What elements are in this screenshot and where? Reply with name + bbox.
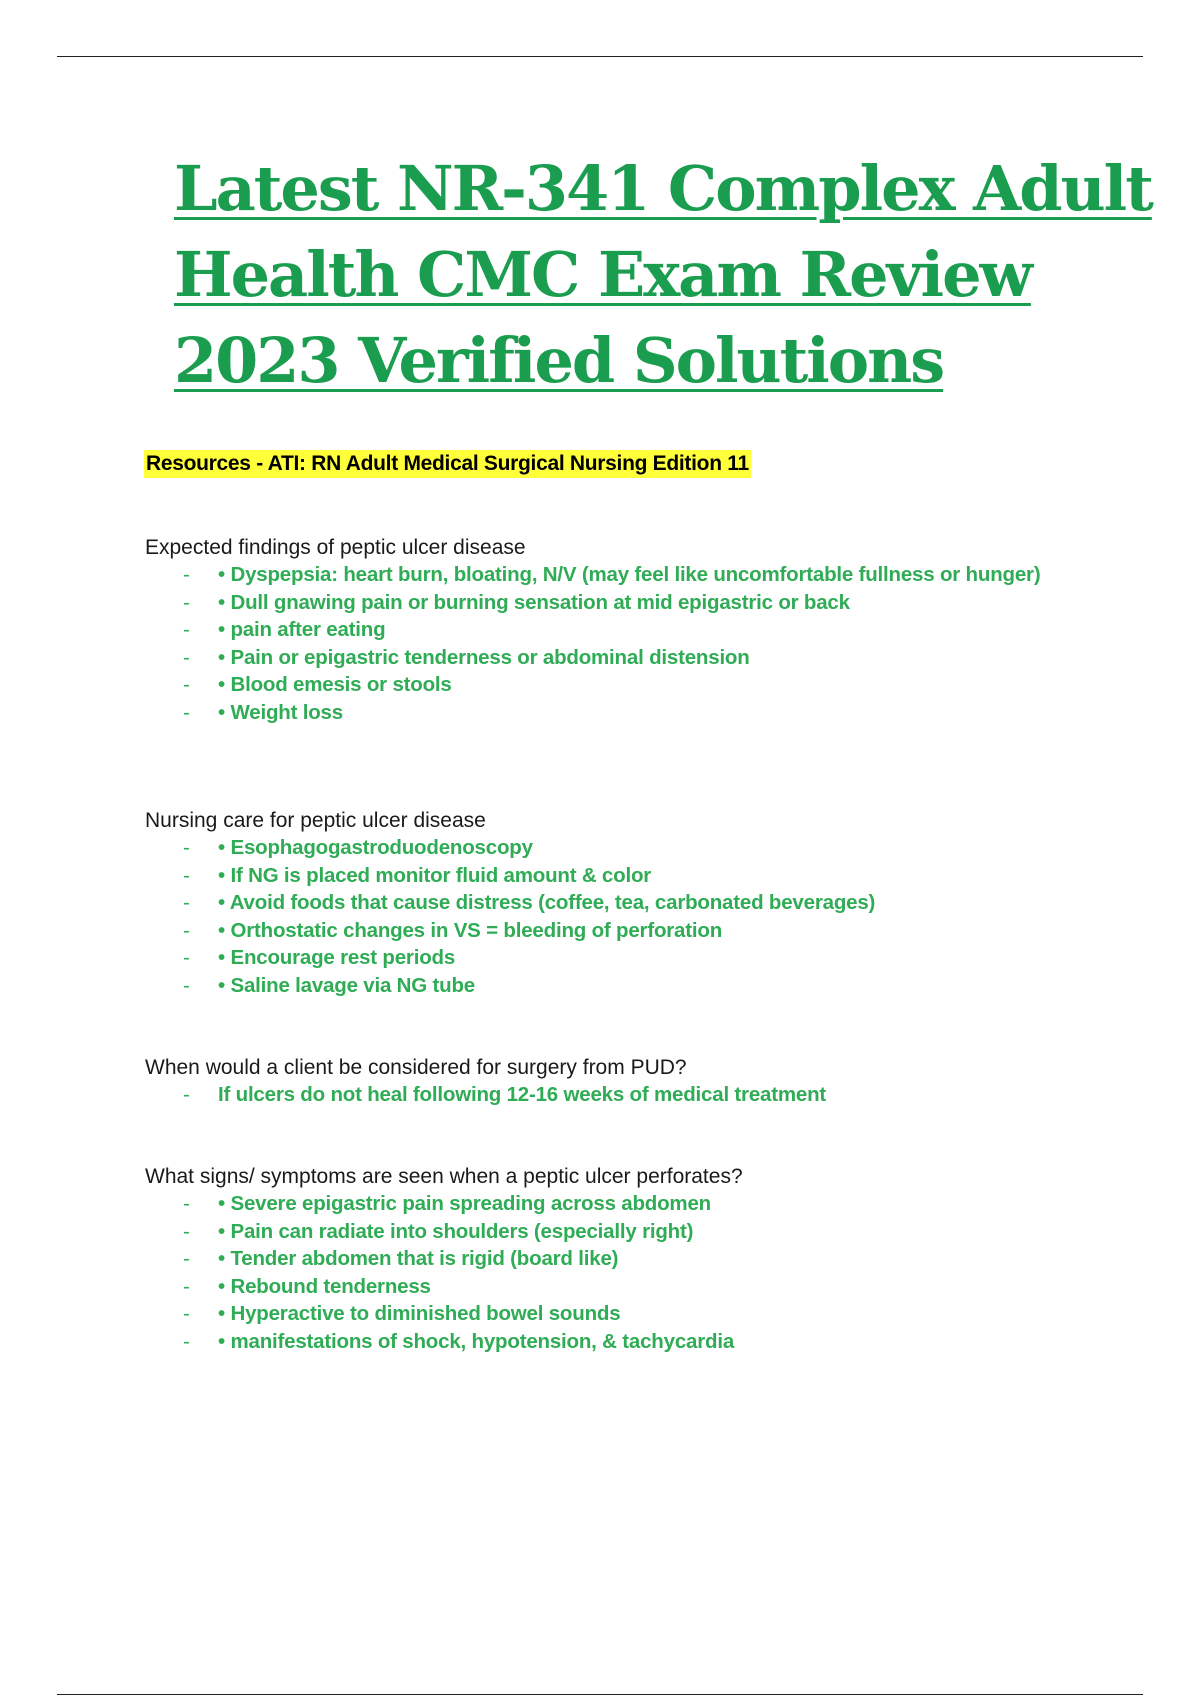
answer-list bbox=[145, 834, 1075, 999]
resources-highlight: Resources - ATI: RN Adult Medical Surgical Nursing Edition 11 bbox=[144, 450, 751, 478]
list-item bbox=[145, 1245, 1075, 1273]
list-item-text: • Blood emesis or stools bbox=[218, 673, 452, 696]
dash-marker: - bbox=[183, 891, 190, 914]
list-item bbox=[145, 616, 1075, 644]
list-item-text: • If NG is placed monitor fluid amount & color bbox=[218, 863, 652, 887]
section-question: Nursing care for peptic ulcer disease bbox=[145, 809, 486, 832]
dash-marker: - bbox=[183, 1247, 190, 1270]
section-nursing-care bbox=[145, 807, 1075, 999]
section-perforation bbox=[145, 1163, 1075, 1355]
list-item bbox=[145, 917, 1075, 945]
list-item-text: • Weight loss bbox=[218, 700, 343, 724]
list-item bbox=[145, 1273, 1075, 1301]
bottom-rule bbox=[57, 1694, 1143, 1695]
list-item bbox=[145, 1081, 1075, 1109]
dash-marker: - bbox=[183, 946, 190, 969]
list-item-text: • Hyperactive to diminished bowel sounds bbox=[218, 1302, 621, 1325]
list-item bbox=[145, 1328, 1075, 1356]
answer-list bbox=[145, 561, 1075, 726]
dash-marker: - bbox=[183, 563, 190, 586]
list-item-text: • Pain or epigastric tenderness or abdominal distension bbox=[218, 645, 750, 669]
section-question: When would a client be considered for surgery from PUD? bbox=[145, 1056, 687, 1079]
list-item-text: • Avoid foods that cause distress (coffee, tea, carbonated beverages) bbox=[218, 891, 876, 914]
answer-list bbox=[145, 1081, 1075, 1109]
list-item-text: • Dull gnawing pain or burning sensation at mid epigastric or back bbox=[218, 590, 850, 614]
list-item bbox=[145, 889, 1075, 917]
document-title bbox=[174, 146, 1152, 404]
dash-marker: - bbox=[183, 590, 190, 614]
list-item bbox=[145, 644, 1075, 672]
dash-marker: - bbox=[183, 1219, 190, 1243]
dash-marker: - bbox=[183, 700, 190, 724]
list-item bbox=[145, 834, 1075, 862]
list-item-text: • manifestations of shock, hypotension, & tachycardia bbox=[218, 1329, 735, 1353]
list-item bbox=[145, 699, 1075, 727]
answer-list bbox=[145, 1190, 1075, 1355]
list-item bbox=[145, 972, 1075, 1000]
list-item bbox=[145, 671, 1075, 699]
list-item-text: • Orthostatic changes in VS = bleeding of perforation bbox=[218, 918, 723, 942]
title-line-1: Latest NR-341 Complex Adult bbox=[174, 152, 1152, 225]
list-item-text: If ulcers do not heal following 12-16 weeks of medical treatment bbox=[218, 1083, 827, 1106]
dash-marker: - bbox=[183, 1302, 190, 1325]
dash-marker: - bbox=[183, 1329, 190, 1353]
dash-marker: - bbox=[183, 1083, 190, 1106]
list-item-text: • Severe epigastric pain spreading across abdomen bbox=[218, 1192, 711, 1215]
dash-marker: - bbox=[183, 618, 190, 641]
section-question: Expected findings of peptic ulcer disease bbox=[145, 536, 526, 559]
dash-marker: - bbox=[183, 918, 190, 942]
list-item-text: • Tender abdomen that is rigid (board like) bbox=[218, 1247, 619, 1270]
dash-marker: - bbox=[183, 1274, 190, 1298]
list-item-text: • Pain can radiate into shoulders (especially right) bbox=[218, 1219, 694, 1243]
dash-marker: - bbox=[183, 973, 190, 997]
list-item-text: • Saline lavage via NG tube bbox=[218, 973, 475, 997]
dash-marker: - bbox=[183, 1192, 190, 1215]
title-line-2: Health CMC Exam Review bbox=[174, 238, 1031, 311]
list-item-text: • Encourage rest periods bbox=[218, 946, 456, 969]
list-item bbox=[145, 1218, 1075, 1246]
top-rule bbox=[57, 56, 1143, 57]
list-item bbox=[145, 1300, 1075, 1328]
section-expected-findings bbox=[145, 534, 1075, 726]
list-item-text: • pain after eating bbox=[218, 618, 386, 641]
section-question: What signs/ symptoms are seen when a peptic ulcer perforates? bbox=[145, 1165, 743, 1188]
list-item-text: • Dyspepsia: heart burn, bloating, N/V (may feel like uncomfortable fullness or hunger) bbox=[218, 563, 1041, 586]
dash-marker: - bbox=[183, 645, 190, 669]
list-item-text: • Rebound tenderness bbox=[218, 1274, 431, 1298]
list-item bbox=[145, 561, 1075, 589]
list-item bbox=[145, 862, 1075, 890]
dash-marker: - bbox=[183, 863, 190, 887]
list-item bbox=[145, 944, 1075, 972]
section-surgery bbox=[145, 1054, 1075, 1109]
list-item-text: • Esophagogastroduodenoscopy bbox=[218, 836, 533, 859]
list-item bbox=[145, 589, 1075, 617]
list-item bbox=[145, 1190, 1075, 1218]
title-line-3: 2023 Verified Solutions bbox=[174, 324, 944, 397]
dash-marker: - bbox=[183, 673, 190, 696]
dash-marker: - bbox=[183, 836, 190, 859]
